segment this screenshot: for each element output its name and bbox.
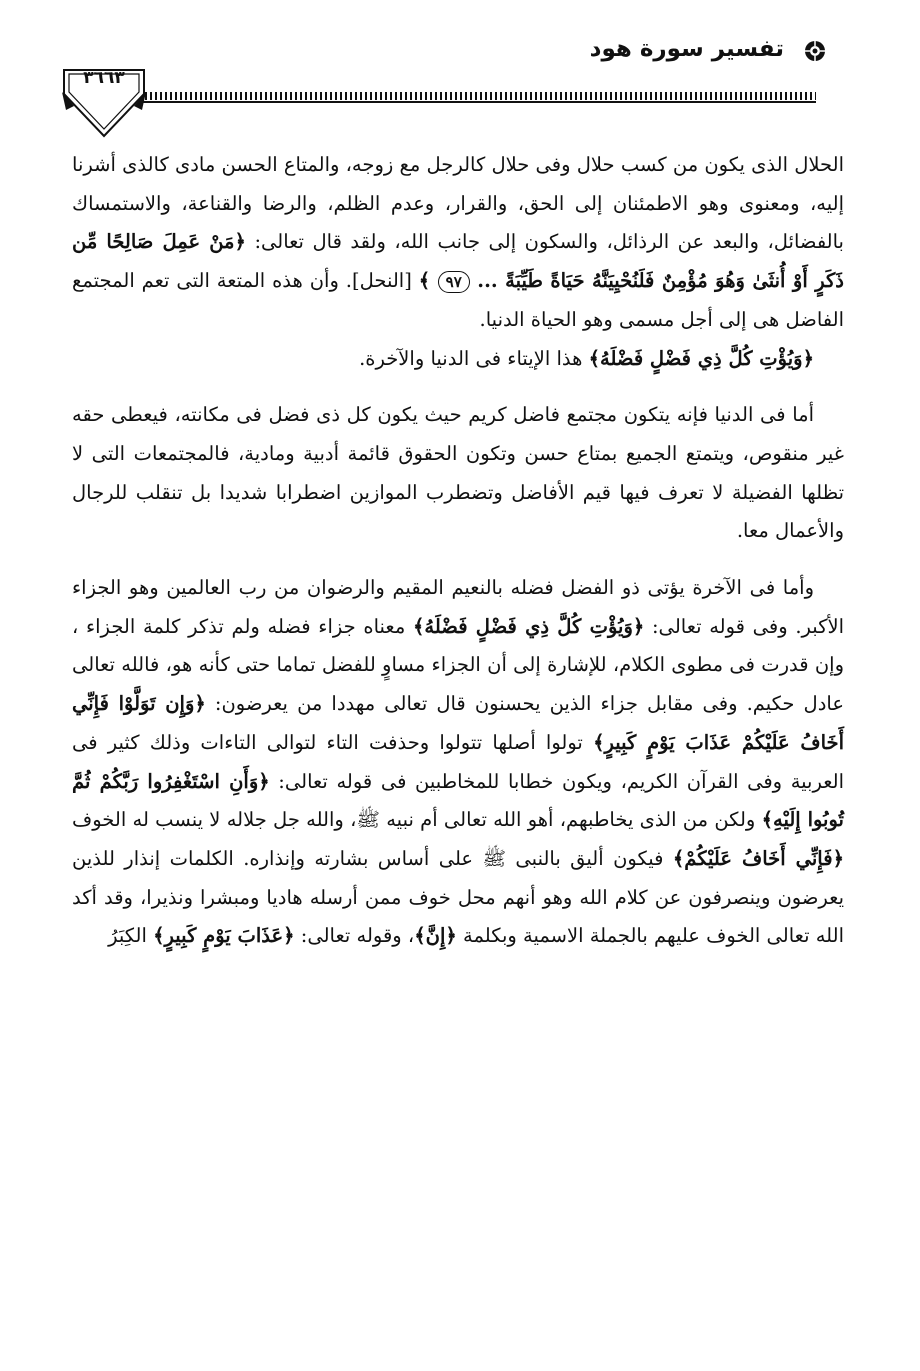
quran-quote: ﴿وَأَنِ اسْتَغْفِرُوا رَبَّكُمْ ثُمَّ تُوبُوا إِلَيْهِ﴾ (72, 769, 844, 832)
commentary-text: وأما فى الآخرة يؤتى ذو الفضل فضله بالنعيم المقيم والرضوان من رب العالمين وهو الجزاء الأكبر. وفى قوله تعالى: (72, 576, 845, 638)
paragraph (72, 146, 844, 340)
quran-quote: ﴾ (418, 269, 438, 293)
quran-quote: ﴿وَيُؤْتِ كُلَّ ذِي فَضْلٍ فَضْلَهُ﴾ (588, 346, 814, 370)
paragraph (72, 340, 844, 379)
quran-quote: ﴿وَإِن تَوَلَّوْا فَإِنِّي أَخَافُ عَلَيْكُمْ عَذَابَ يَوْمٍ كَبِيرٍ﴾ (72, 692, 844, 754)
paragraph (72, 396, 844, 551)
flower-ornament-icon (802, 38, 828, 64)
quran-quote: ﴿فَإِنِّي أَخَافُ عَلَيْكُمْ﴾ (672, 846, 844, 870)
surah-title: تفسير سورة هود (589, 36, 784, 62)
commentary-text: هذا الإيتاء فى الدنيا والآخرة. (359, 346, 589, 370)
commentary-text: [النحل]. وأن هذه المتعة التى تعم المجتمع الفاضل هى إلى أجل مسمى وهو الحياة الدنيا. (72, 269, 844, 331)
commentary-text: ، وقوله تعالى: (294, 924, 415, 948)
commentary-text: أما فى الدنيا فإنه يتكون مجتمع فاضل كريم حيث يكون كل ذى فضل فى مكانته، فيعطى حقه غير منقوص، ويتمتع الجميع بمتاع حسن وتكون الحقوق قائمة أدبية ومادية، فالمجتمعات التى لا تظلها الفضيلة لا تعرف فيها قيم الأفاضل وتضطرب الموازين اضطرابا شديدا بل تنقلب للرجال والأعمال معا. (72, 403, 844, 543)
page-number: ٣٦٦٣ (83, 68, 125, 88)
quran-quote: ﴿إِنَّ﴾ (414, 924, 457, 948)
page-header (0, 0, 920, 145)
commentary-text: الكِبَرُ (108, 924, 154, 948)
paragraph (72, 569, 844, 956)
quran-quote: ﴿وَيُؤْتِ كُلَّ ذِي فَضْلٍ فَضْلَهُ﴾ (412, 614, 645, 638)
ayah-number: ٩٧ (438, 271, 470, 293)
header-rule (140, 92, 816, 100)
commentary-text: ولكن من الذى يخاطبهم، أهو الله تعالى أم نبيه ﷺ، والله جل جلاله لا ينسب له الخوف (72, 808, 762, 832)
commentary-text: تولوا أصلها تتولوا وحذفت التاء لتوالى التاءات وذلك كثير فى العربية وفى القرآن الكريم، ويكون خطابا للمخاطبين فى قوله تعالى: (72, 730, 844, 793)
commentary-body (72, 146, 844, 956)
commentary-text: معناه جزاء فضله ولم تذكر كلمة الجزاء ، وإن قدرت فى مطوى الكلام، للإشارة إلى أن الجزاء مساوٍ للفضل تماما حتى كأنه هو، فالله تعالى عادل حكيم. وفى مقابل جزاء الذين يحسنون قال تعالى مهددا من يعرضون: (72, 614, 844, 716)
quran-quote: ﴿مَنْ عَمِلَ صَالِحًا مِّن ذَكَرٍ أَوْ أُنثَىٰ وَهُوَ مُؤْمِنٌ فَلَنُحْيِيَنَّهُ حَيَاةً طَيِّبَةً ... (72, 230, 844, 293)
commentary-text: الحلال الذى يكون من كسب حلال وفى حلال كالرجل مع زوجه، والمتاع الحسن مادى كالذى أشرنا إليه، ومعنوى وهو الاطمئنان إلى الحق، والقرار، وعدم الظلم، والرضا والقناعة، والاستمساك بالفضائل، والبعد عن الرذائل، والسكون إلى جانب الله، ولقد قال تعالى: (72, 153, 844, 254)
quran-quote: ﴿عَذَابَ يَوْمٍ كَبِيرٍ﴾ (153, 924, 295, 948)
commentary-text: فيكون أليق بالنبى ﷺ على أساس بشارته وإنذاره. الكلمات إنذار للذين يعرضون وينصرفون عن كلام الله وهو أنهم محل خوف ممن أرسله هاديا ومبشرا ونذيرا، وقد أكد الله تعالى الخوف عليهم بالجملة الاسمية وبكلمة (72, 846, 844, 948)
